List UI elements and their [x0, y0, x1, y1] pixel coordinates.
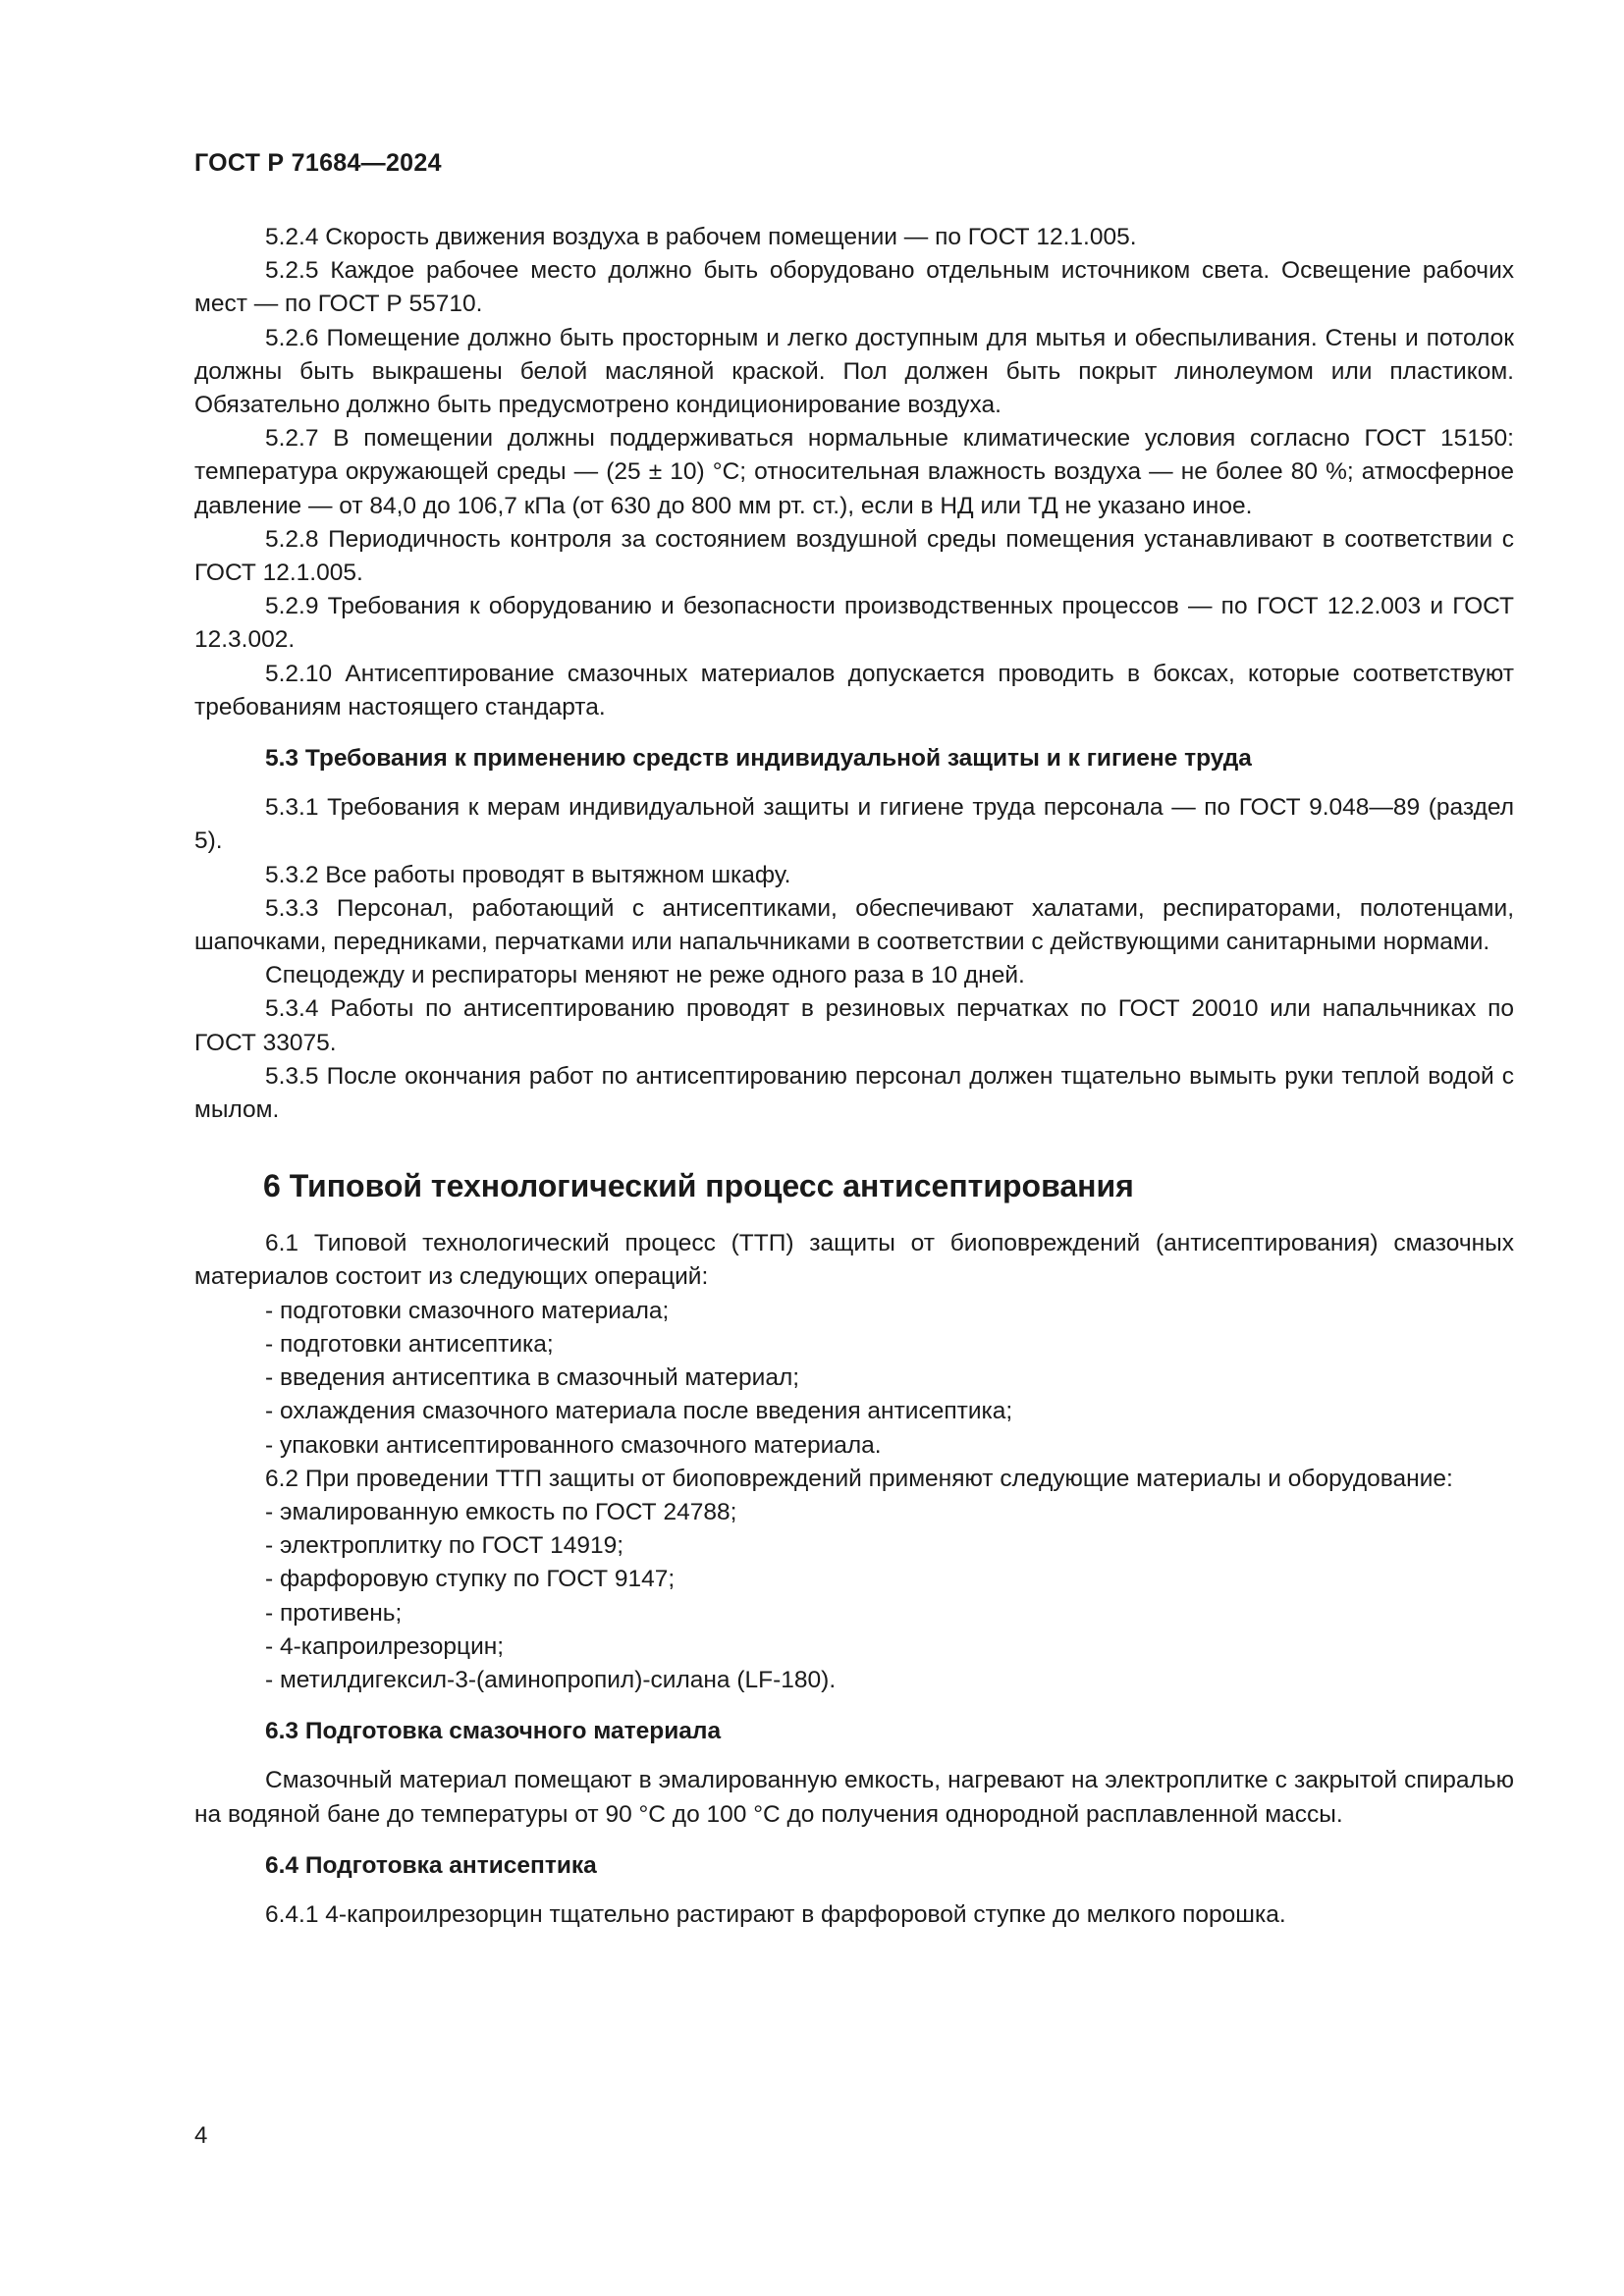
subsection-heading: 5.3 Требования к применению средств индивидуальной защиты и к гигиене труда	[265, 745, 1252, 773]
paragraph: 5.2.9 Требования к оборудованию и безопасности производственных процессов — по ГОСТ 12.2.003 и ГОСТ 12.3.002.	[194, 593, 1514, 654]
list-item: - метилдигексил-3-(аминопропил)-силана (LF-180).	[265, 1666, 837, 1693]
list-item: - подготовки смазочного материала;	[265, 1297, 670, 1324]
paragraph: 5.2.8 Периодичность контроля за состоянием воздушной среды помещения устанавливают в соответствии с ГОСТ 12.1.005.	[194, 525, 1514, 587]
paragraph: 5.3.1 Требования к мерам индивидуальной защиты и гигиене труда персонала — по ГОСТ 9.048—89 (раздел 5).	[194, 794, 1514, 855]
paragraph: 6.2 При проведении ТТП защиты от биоповреждений применяют следующие материалы и оборудование:	[265, 1465, 1453, 1492]
list-item: - введения антисептика в смазочный материал;	[265, 1364, 800, 1392]
list-item: - подготовки антисептика;	[265, 1330, 554, 1358]
paragraph: 5.3.3 Персонал, работающий с антисептиками, обеспечивают халатами, респираторами, полотенцами, шапочками, передниками, перчатками или напальчниками в соответствии с действующими санитарными нормами.	[194, 894, 1514, 956]
subsection-heading: 6.4 Подготовка антисептика	[265, 1851, 597, 1879]
list-item: - упаковки антисептированного смазочного материала.	[265, 1431, 882, 1459]
paragraph: 5.3.5 После окончания работ по антисептированию персонал должен тщательно вымыть руки теплой водой с мылом.	[194, 1062, 1514, 1124]
subsection-heading: 6.3 Подготовка смазочного материала	[265, 1718, 722, 1745]
paragraph: 5.2.4 Скорость движения воздуха в рабочем помещении — по ГОСТ 12.1.005.	[265, 224, 1137, 250]
document-code-header: ГОСТ Р 71684—2024	[194, 149, 442, 177]
paragraph: 6.1 Типовой технологический процесс (ТТП) защиты от биоповреждений (антисептирования) смазочных материалов состоит из следующих операций:	[194, 1230, 1514, 1291]
list-item: - фарфоровую ступку по ГОСТ 9147;	[265, 1566, 676, 1593]
list-item: - противень;	[265, 1599, 403, 1627]
page-number: 4	[194, 2122, 208, 2149]
paragraph: Спецодежду и респираторы меняют не реже одного раза в 10 дней.	[265, 962, 1025, 989]
list-item: - электроплитку по ГОСТ 14919;	[265, 1532, 624, 1560]
list-item: - 4-капроилрезорцин;	[265, 1632, 505, 1660]
section-heading: 6 Типовой технологический процесс антисептирования	[263, 1168, 1134, 1204]
paragraph: 6.4.1 4-капроилрезорцин тщательно растирают в фарфоровой ступке до мелкого порошка.	[265, 1900, 1286, 1928]
paragraph: 5.3.4 Работы по антисептированию проводят в резиновых перчатках по ГОСТ 20010 или напальчниках по ГОСТ 33075.	[194, 995, 1514, 1056]
paragraph: Смазочный материал помещают в эмалированную емкость, нагревают на электроплитке с закрытой спиралью на водяной бане до температуры от 90 °С до 100 °С до получения однородной расплавленной массы.	[194, 1767, 1514, 1828]
list-item: - охлаждения смазочного материала после введения антисептика;	[265, 1398, 1013, 1425]
document-body	[194, 221, 1514, 1932]
paragraph: 5.2.7 В помещении должны поддерживаться нормальные климатические условия согласно ГОСТ 15150: температура окружающей среды — (25 ± 10) °С; относительная влажность воздуха — не более 80 %; атмосферное давление — от 84,0 до 106,7 кПа (от 630 до 800 мм рт. ст.), если в НД или ТД не указано иное.	[194, 425, 1514, 519]
paragraph: 5.2.6 Помещение должно быть просторным и легко доступным для мытья и обеспыливания. Стены и потолок должны быть выкрашены белой масляной краской. Пол должен быть покрыт линолеумом или пластиком. Обязательно должно быть предусмотрено кондиционирование воздуха.	[194, 324, 1514, 419]
paragraph: 5.3.2 Все работы проводят в вытяжном шкафу.	[265, 861, 791, 888]
paragraph: 5.2.5 Каждое рабочее место должно быть оборудовано отдельным источником света. Освещение рабочих мест — по ГОСТ Р 55710.	[194, 257, 1514, 318]
list-item: - эмалированную емкость по ГОСТ 24788;	[265, 1498, 737, 1525]
paragraph: 5.2.10 Антисептирование смазочных материалов допускается проводить в боксах, которые соответствуют требованиям настоящего стандарта.	[194, 660, 1514, 721]
